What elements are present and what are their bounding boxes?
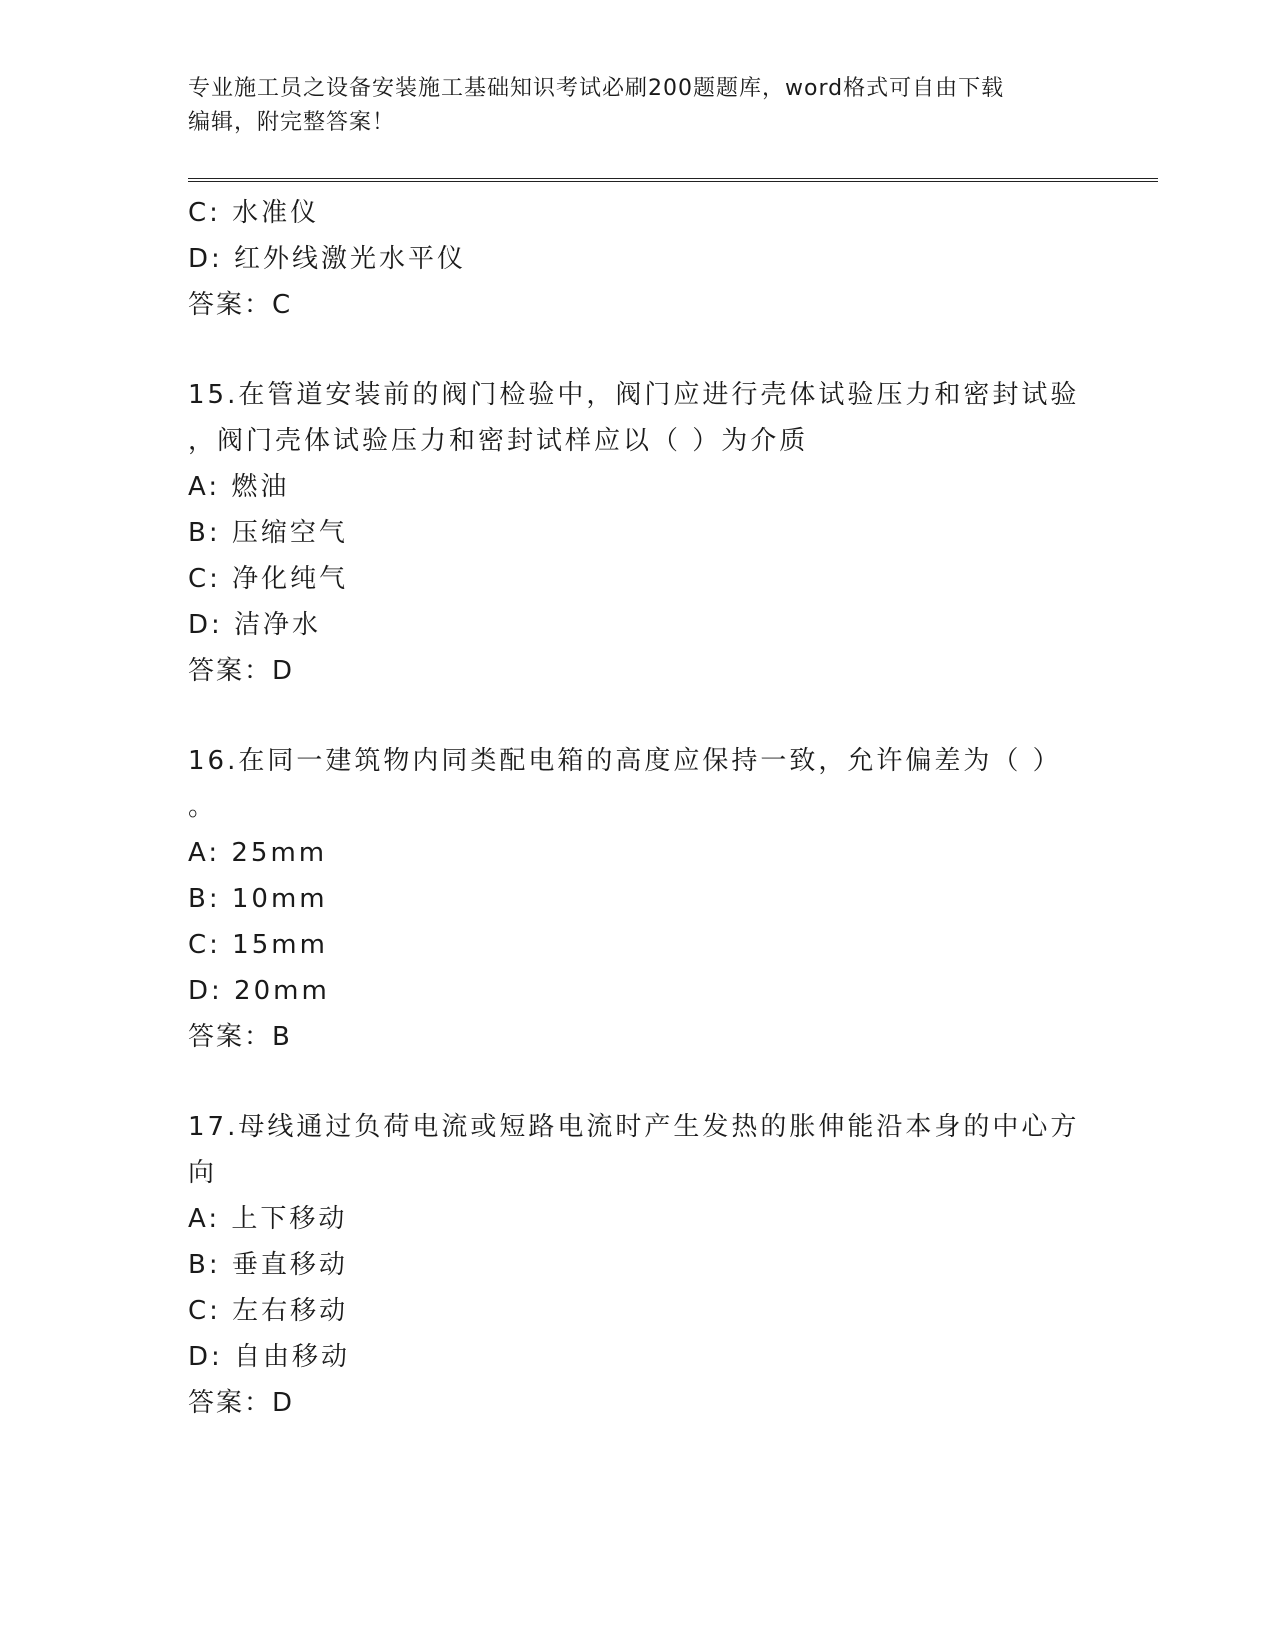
question-16	[188, 738, 1088, 1060]
header-title-line-2: 编辑，附完整答案！	[188, 110, 396, 135]
option-d: D: 洁净水	[188, 610, 322, 640]
answer-line: 答案：B	[188, 1022, 292, 1052]
option-d: D: 红外线激光水平仪	[188, 244, 467, 274]
option-c: C: 左右移动	[188, 1296, 349, 1326]
question-stem-continued: ，阀门壳体试验压力和密封试样应以（ ）为介质	[188, 426, 809, 456]
option-d: D: 自由移动	[188, 1342, 351, 1372]
option-c: C: 水准仪	[188, 198, 320, 228]
header-divider	[188, 178, 1158, 182]
option-a: A: 上下移动	[188, 1204, 348, 1234]
question-stem-continued: 。	[188, 792, 218, 822]
option-d: D: 20mm	[188, 976, 330, 1006]
header-title-line-1: 专业施工员之设备安装施工基础知识考试必刷200题题库，word格式可自由下载	[188, 76, 1005, 101]
answer-line: 答案：D	[188, 656, 295, 686]
option-b: B: 压缩空气	[188, 518, 348, 548]
question-14-tail	[188, 190, 1088, 328]
answer-line: 答案：D	[188, 1388, 295, 1418]
question-list	[188, 190, 1088, 1426]
page-header	[188, 72, 1088, 140]
question-spacer	[188, 1060, 1088, 1104]
question-stem: 15.在管道安装前的阀门检验中，阀门应进行壳体试验压力和密封试验	[188, 380, 1080, 410]
option-b: B: 10mm	[188, 884, 328, 914]
option-a: A: 25mm	[188, 838, 328, 868]
option-b: B: 垂直移动	[188, 1250, 348, 1280]
option-c: C: 15mm	[188, 930, 328, 960]
question-spacer	[188, 328, 1088, 372]
question-stem: 16.在同一建筑物内同类配电箱的高度应保持一致，允许偏差为（ ）	[188, 746, 1062, 776]
question-spacer	[188, 694, 1088, 738]
option-c: C: 净化纯气	[188, 564, 349, 594]
option-a: A: 燃油	[188, 472, 290, 502]
answer-line: 答案：C	[188, 290, 293, 320]
question-17	[188, 1104, 1088, 1426]
question-stem: 17.母线通过负荷电流或短路电流时产生发热的胀伸能沿本身的中心方	[188, 1112, 1080, 1142]
question-stem-continued: 向	[188, 1158, 218, 1188]
question-15	[188, 372, 1088, 694]
